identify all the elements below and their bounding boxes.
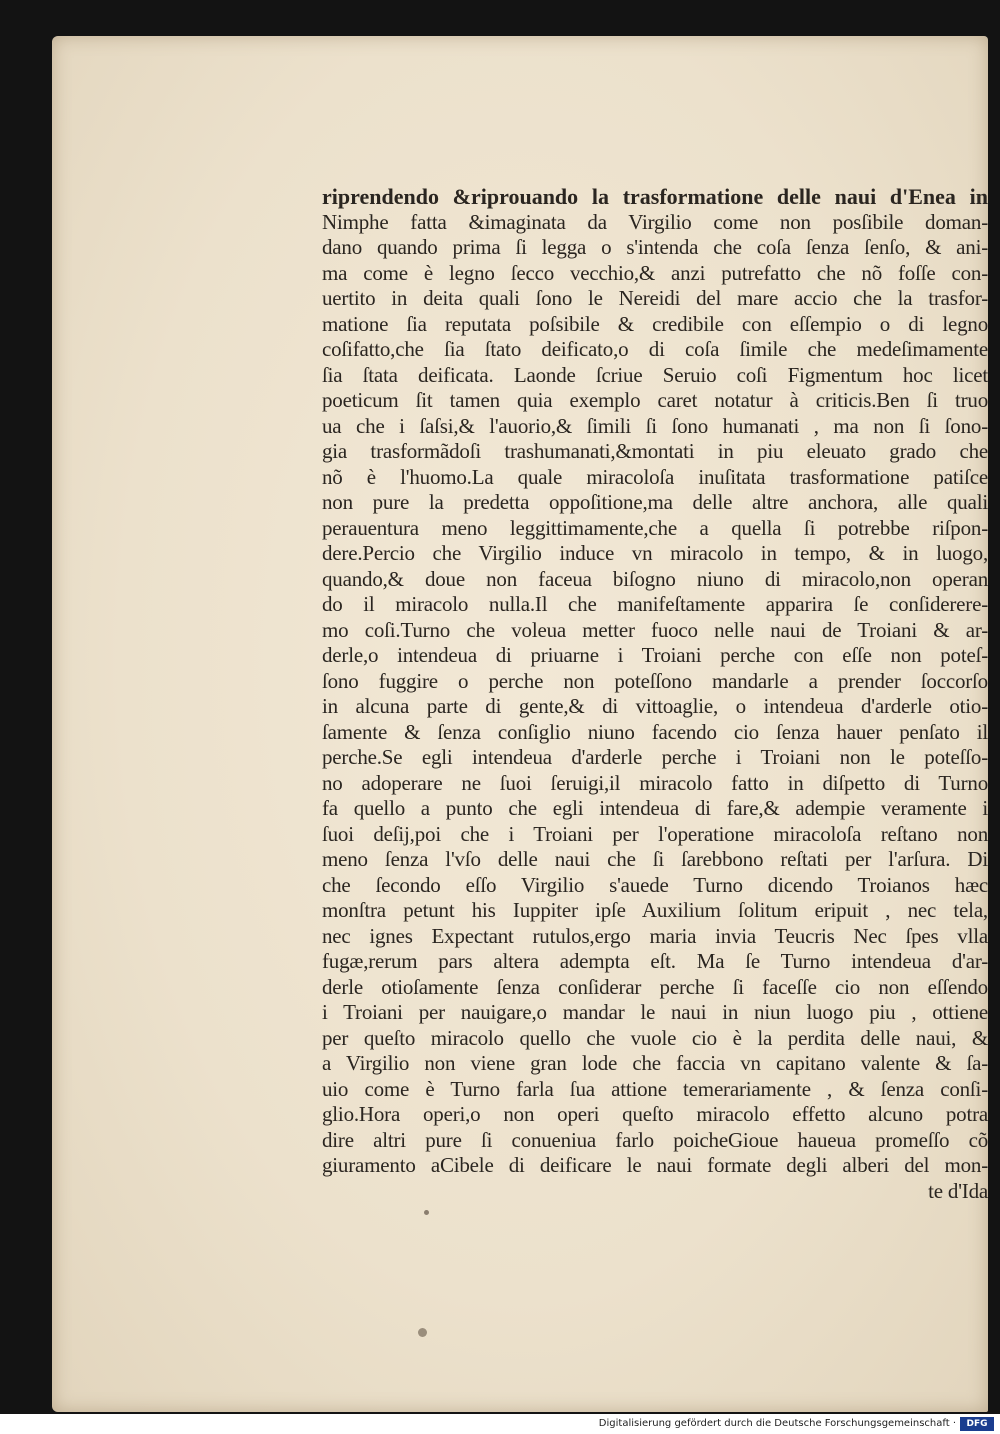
text-line: riprendendo &riprouando la trasformatione delle naui d'Enea in bbox=[322, 184, 988, 209]
text-line: giuramento aCibele di deificare le naui formate degli alberi del mon- bbox=[322, 1153, 988, 1177]
text-line: coſifatto,che ſia ſtato deificato,o di coſa ſimile che medeſimamente bbox=[322, 337, 988, 361]
text-line: che ſecondo eſſo Virgilio s'auede Turno dicendo Troianos hæc bbox=[322, 872, 988, 897]
text-line: dire altri pure ſi conueniua farlo poicheGioue haueua promeſſo cõ bbox=[322, 1127, 988, 1152]
text-line: do il miracolo nulla.Il che manifeſtamente apparira ſe conſiderere- bbox=[322, 592, 988, 616]
text-line: glio.Hora operi,o non operi queſto miracolo effetto alcuno potra bbox=[322, 1102, 988, 1126]
digitization-footer bbox=[0, 1414, 1000, 1434]
paper-speck-mark bbox=[418, 1328, 427, 1337]
text-line: meno ſenza l'vſo delle naui che ſi ſarebbono reſtati per l'arſura. Di bbox=[322, 847, 988, 871]
footer-credit: Digitalisierung gefördert durch die Deutsche Forschungsgemeinschaft · bbox=[598, 1418, 956, 1429]
text-line: monſtra petunt his Iuppiter ipſe Auxilium ſolitum eripuit , nec tela, bbox=[322, 898, 988, 922]
text-line: matione ſia reputata poſsibile & credibile con eſſempio o di legno bbox=[322, 311, 988, 336]
text-line: derle,o intendeua di priuarne i Troiani perche con eſſe non poteſ- bbox=[322, 643, 988, 667]
text-line: ma come è legno ſecco vecchio,& anzi putrefatto che nõ foſſe con- bbox=[322, 260, 988, 285]
text-line: Nimphe fatta &imaginata da Virgilio come non posſibile doman- bbox=[322, 209, 988, 234]
book-page bbox=[52, 36, 988, 1412]
text-line: in alcuna parte di gente,& di vittoaglie, o intendeua d'arderle otio- bbox=[322, 694, 988, 718]
text-line: dere.Percio che Virgilio induce vn miracolo in tempo, & in luogo, bbox=[322, 541, 988, 565]
text-line: no adoperare ne ſuoi ſeruigi,il miracolo fatto in diſpetto di Turno bbox=[322, 770, 988, 795]
text-line: ſamente & ſenza conſiglio niuno facendo cio ſenza hauer penſato il bbox=[322, 719, 988, 744]
text-line: ſono fuggire o perche non poteſſono mandarle a prender ſoccorſo bbox=[322, 668, 988, 693]
text-line: dano quando prima ſi legga o s'intenda che coſa ſenza ſenſo, & ani- bbox=[322, 235, 988, 259]
text-line: a Virgilio non viene gran lode che faccia vn capitano valente & ſa- bbox=[322, 1051, 988, 1075]
paper-speck-mark bbox=[424, 1210, 429, 1215]
text-line: perche.Se egli intendeua d'arderle perche i Troiani non le poteſſo- bbox=[322, 745, 988, 769]
page-text-block bbox=[322, 184, 988, 1204]
text-line: uertito in deita quali ſono le Nereidi del mare accio che la trasfor- bbox=[322, 286, 988, 310]
text-line: ſuoi deſij,poi che i Troiani per l'operatione miracoloſa reſtano non bbox=[322, 821, 988, 846]
text-line: nõ è l'huomo.La quale miracoloſa inuſitata trasformatione patiſce bbox=[322, 464, 988, 489]
dfg-logo-icon: DFG bbox=[960, 1417, 994, 1431]
text-line: quando,& doue non faceua biſogno niuno di miracolo,non operan bbox=[322, 566, 988, 591]
text-line: gia trasformãdoſi trashumanati,&montati in piu eleuato grado che bbox=[322, 439, 988, 463]
text-line: non pure la predetta oppoſitione,ma delle altre anchora, alle quali bbox=[322, 490, 988, 514]
text-line: poeticum ſit tamen quia exemplo caret notatur à criticis.Ben ſi truo bbox=[322, 388, 988, 412]
text-line: i Troiani per nauigare,o mandar le naui in niun luogo piu , ottiene bbox=[322, 1000, 988, 1024]
text-line: nec ignes Expectant rutulos,ergo maria invia Teucris Nec ſpes vlla bbox=[322, 923, 988, 948]
text-line: ſia ſtata deificata. Laonde ſcriue Seruio coſi Figmentum hoc licet bbox=[322, 362, 988, 387]
text-line-catchword: te d'Ida bbox=[928, 1178, 988, 1203]
text-line: fugæ,rerum pars altera adempta eſt. Ma ſe Turno intendeua d'ar- bbox=[322, 949, 988, 973]
text-line: ua che i ſaſsi,& l'auorio,& ſimili ſi ſono humanati , ma non ſi ſono- bbox=[322, 413, 988, 438]
text-line: per queſto miracolo quello che vuole cio è la perdita delle naui, & bbox=[322, 1025, 988, 1050]
text-line: mo coſi.Turno che voleua metter fuoco nelle naui de Troiani & ar- bbox=[322, 617, 988, 642]
text-line: fa quello a punto che egli intendeua di fare,& adempie veramente i bbox=[322, 796, 988, 820]
text-line: uio come è Turno farla ſua attione temerariamente , & ſenza conſi- bbox=[322, 1076, 988, 1101]
text-line: derle otioſamente ſenza conſiderar perche ſi faceſſe cio non eſſendo bbox=[322, 974, 988, 999]
text-line: perauentura meno leggittimamente,che a quella ſi potrebbe riſpon- bbox=[322, 515, 988, 540]
